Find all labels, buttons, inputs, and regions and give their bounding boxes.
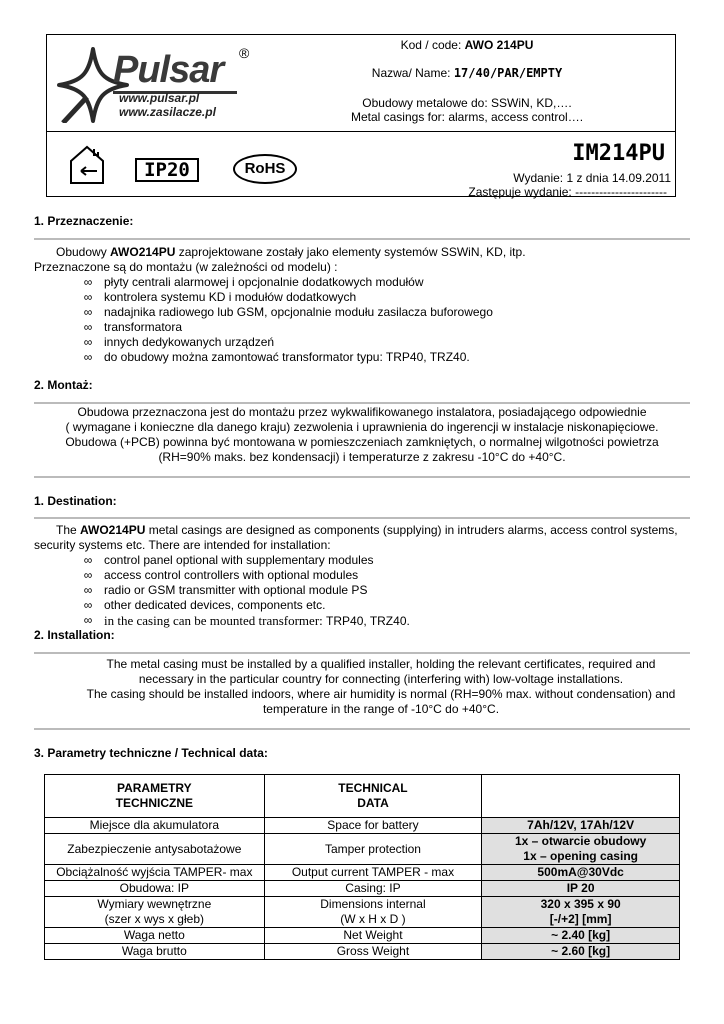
indoor-house-icon (67, 143, 107, 185)
list-item: ∞ transformatora (80, 320, 493, 335)
section-rule (34, 517, 690, 519)
section-title-przeznaczenie: 1. Przeznaczenie: (34, 214, 134, 228)
table-row: Waga brutto Gross Weight ~ 2.60 [kg] (45, 944, 680, 960)
sec1-pl-intro2: Przeznaczone są do montażu (w zależności od modelu) : (34, 260, 338, 274)
desc-pl: Obudowy metalowe do: SSWiN, KD,…. (362, 96, 572, 110)
section-title-montaz: 2. Montaż: (34, 378, 93, 392)
table-row: Miejsce dla akumulatora Space for battery 7Ah/12V, 17Ah/12V (45, 818, 680, 834)
sec1-en-intro2: security systems etc. There are intended for installation: (34, 538, 331, 552)
replaces-info: Zastępuje wydanie: ----------------------- (468, 185, 667, 199)
bullet-icon: ∞ (83, 598, 93, 612)
column-header-technical-data: TECHNICAL DATA (264, 775, 482, 818)
logo-url-1: www.pulsar.pl (119, 91, 200, 105)
list-item: ∞ control panel optional with supplementary modules (80, 553, 410, 568)
list-item: ∞ innych dedykowanych urządzeń (80, 335, 493, 350)
sec2-pl-body: Obudowa przeznaczona jest do montażu przez wykwalifikowanego instalatora, posiadającego odpowiednie ( wymagane i konieczne dla danego kraju) zezwolenia i uprawnienia do ingerencji w instalacje niskonapięciowe. Obudowa (+PCB) powinna być montowana w pomieszczeniach zamkniętych, o normalnej wilgotności powietrza (RH=90% maks. bez kondensacji) i temperaturze z zakresu -10°C do +40°C. (65, 405, 659, 464)
list-item: ∞ nadajnika radiowego lub GSM, opcjonalnie modułu zasilacza buforowego (80, 305, 493, 320)
table-row: Waga netto Net Weight ~ 2.40 [kg] (45, 928, 680, 944)
sec2-en-body: The metal casing must be installed by a qualified installer, holding the relevant certificates, required and necessary in the particular country for connecting (interfering with) low-voltage installations. The casing should be installed indoors, where air humidity is normal (RH=90% max. without condensation) and temperature in the range of -10°C do +40°C. (86, 657, 676, 716)
column-header-value (482, 775, 680, 818)
list-item: ∞ płyty centrali alarmowej i opcjonalnie dodatkowych modułów (80, 275, 493, 290)
code-label: Kod / code: (400, 38, 462, 52)
pulsar-logo (55, 41, 255, 125)
list-item: ∞ in the casing can be mounted transformer: TRP40, TRZ40. (80, 613, 410, 629)
intro-model: AWO214PU (80, 523, 146, 537)
intro-model: AWO214PU (110, 245, 176, 259)
rohs-badge: RoHS (233, 154, 297, 184)
list-item: ∞ radio or GSM transmitter with optional module PS (80, 583, 410, 598)
bullet-icon: ∞ (83, 335, 93, 349)
intro-text: Obudowy (56, 245, 111, 259)
table-row: Obudowa: IP Casing: IP IP 20 (45, 881, 680, 897)
list-item: ∞ kontrolera systemu KD i modułów dodatkowych (80, 290, 493, 305)
sec1-pl-list (80, 275, 493, 365)
bullet-icon: ∞ (83, 553, 93, 567)
section-title-installation: 2. Installation: (34, 628, 115, 642)
section-rule (34, 402, 690, 404)
list-item: ∞ access control controllers with optional modules (80, 568, 410, 583)
section-rule (34, 238, 690, 240)
column-header-parameters: PARAMETRY TECHNICZNE (45, 775, 265, 818)
list-item: ∞ do obudowy można zamontować transformator typu: TRP40, TRZ40. (80, 350, 493, 365)
product-code-line (267, 38, 667, 52)
code-value: AWO 214PU (464, 38, 534, 52)
sec1-en-list (80, 553, 410, 629)
name-label: Nazwa/ Name: (371, 66, 451, 80)
bullet-icon: ∞ (83, 275, 93, 289)
bullet-icon: ∞ (83, 290, 93, 304)
bullet-icon: ∞ (83, 613, 93, 627)
logo-url-2: www.zasilacze.pl (119, 105, 216, 119)
bullet-icon: ∞ (83, 350, 93, 364)
registered-mark: ® (239, 45, 250, 61)
section-title-destination: 1. Destination: (34, 494, 117, 508)
bullet-icon: ∞ (83, 568, 93, 582)
section-rule (34, 728, 690, 730)
bullet-icon: ∞ (83, 305, 93, 319)
intro-text-rest: zaprojektowane zostały jako elementy systemów SSWiN, KD, itp. (175, 245, 526, 259)
table-row: Wymiary wewnętrzne (szer x wys x głeb) Dimensions internal (W x H x D ) 320 x 395 x 90 [-/+2] [mm] (45, 897, 680, 928)
technical-data-table (44, 774, 680, 960)
document-id: IM214PU (572, 141, 665, 166)
desc-en: Metal casings for: alarms, access control…. (350, 110, 584, 124)
edition-info: Wydanie: 1 z dnia 14.09.2011 (513, 171, 671, 185)
table-header-row (45, 775, 680, 818)
section-rule (34, 476, 690, 478)
table-row: Obciążalność wyjścia TAMPER- max Output current TAMPER - max 500mA@30Vdc (45, 865, 680, 881)
ip20-badge: IP20 (135, 158, 199, 182)
header-divider (47, 131, 675, 132)
list-item: ∞ other dedicated devices, components etc. (80, 598, 410, 613)
bullet-icon: ∞ (83, 320, 93, 334)
name-value: 17/40/PAR/EMPTY (453, 66, 563, 80)
section-rule (34, 652, 690, 654)
sec1-pl-intro (56, 245, 526, 260)
bullet-icon: ∞ (83, 583, 93, 597)
document-header (46, 34, 676, 197)
logo-brand: Pulsar (113, 49, 224, 91)
section-title-technical-data: 3. Parametry techniczne / Technical data: (34, 746, 268, 760)
product-name-line (267, 66, 667, 80)
sec1-en-intro: The AWO214PU metal casings are designed as components (supplying) in intruders alarms, access control systems, (56, 523, 678, 537)
table-row: Zabezpieczenie antysabotażowe Tamper protection 1x – otwarcie obudowy 1x – opening casing (45, 834, 680, 865)
